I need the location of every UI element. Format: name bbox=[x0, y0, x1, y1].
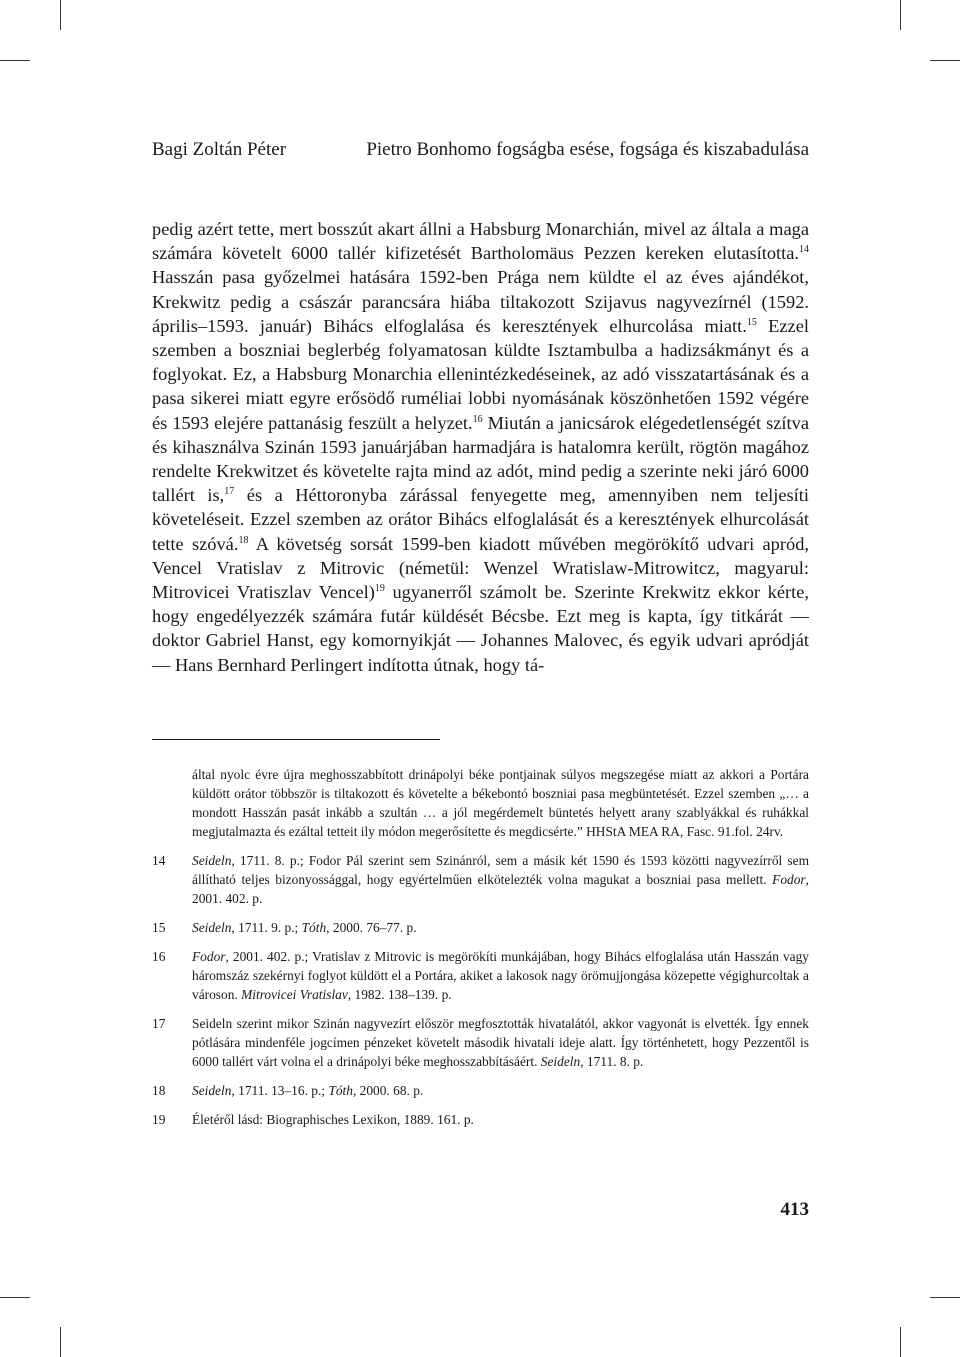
footnote-17 bbox=[152, 1014, 809, 1071]
footnote-text-segment: , 2000. 76–77. p. bbox=[326, 920, 417, 935]
header-author: Bagi Zoltán Péter bbox=[152, 139, 287, 160]
footnote-number: 14 bbox=[152, 853, 166, 868]
footnotes bbox=[152, 765, 809, 1139]
footnote-text: Életéről lásd: Biographisches Lexikon, 1889. 161. p. bbox=[192, 1112, 474, 1127]
footnote-text-segment: , 1711. 8. p.; Fodor Pál szerint sem Szinánról, sem a másik két 1590 és 1593 közötti nagyvezírről sem állítható teljes bizonyossággal, hogy egyértelműen elkötelezték volna magukat a boszniai pasa mellett. bbox=[192, 853, 809, 887]
footnote-separator bbox=[152, 739, 440, 740]
crop-mark bbox=[930, 1297, 960, 1298]
footnote-text-segment: , 2001. 402. p.; Vratislav z Mitrovic is megörökíti munkájában, hogy Bihács elfoglalása után Hasszán vagy háromszáz szekérnyi foglyot küldött el a Portára, akiket a lakosok nagy örömujjongása közepette végighurcoltak a városon. bbox=[192, 949, 809, 1002]
crop-mark bbox=[0, 1297, 30, 1298]
footnote-text-segment: , 1982. 138–139. p. bbox=[347, 987, 452, 1002]
footnote-text bbox=[192, 851, 809, 908]
body-paragraph bbox=[152, 217, 809, 677]
footnote-continuation bbox=[152, 765, 809, 841]
footnote-18 bbox=[152, 1081, 809, 1100]
citation-author: Tóth bbox=[328, 1083, 353, 1098]
body-text-segment: pedig azért tette, mert bosszút akart állni a Habsburg Monarchián, mivel az általa a maga számára követelt 6000 tallér kifizetését Bartholomäus Pezzen kereken elutasította. bbox=[152, 219, 809, 264]
footnote-text-segment: Seideln szerint mikor Szinán nagyvezírt először megfosztották hivatalától, akkor vagyonát is elvették. Így ennek pótlására mindenféle jogcímen pénzeket követelt második hivatali ideje alatt. Így történhetett, hogy Pezzentől is 6000 tallért várt volna el a drinápolyi béke meghosszabbításáért. bbox=[192, 1016, 809, 1069]
citation-author: Seideln bbox=[540, 1054, 581, 1069]
citation-author: Fodor bbox=[192, 949, 226, 964]
crop-mark bbox=[930, 60, 960, 61]
body-text-segment: és a Héttoronyba zárással fenyegette meg, amennyiben nem teljesíti követeléseit. Ezzel szemben az orátor Bihács elfoglalását és a keresztények elhurcolását tette szóvá. bbox=[152, 485, 809, 554]
footnote-number: 18 bbox=[152, 1083, 166, 1098]
footnote-ref[interactable]: 15 bbox=[746, 316, 757, 328]
footnote-19 bbox=[152, 1110, 809, 1129]
citation-author: Tóth bbox=[301, 920, 327, 935]
footnote-number: 16 bbox=[152, 949, 166, 964]
footnote-number: 17 bbox=[152, 1016, 166, 1031]
footnote-ref[interactable]: 17 bbox=[224, 486, 235, 498]
footnote-text-segment: , 2000. 68. p. bbox=[352, 1083, 424, 1098]
footnote-text bbox=[192, 918, 809, 937]
footnote-text-segment: , 1711. 8. p. bbox=[580, 1054, 644, 1069]
footnote-number: 19 bbox=[152, 1112, 166, 1127]
header-title: Pietro Bonhomo fogságba esése, fogsága és kiszabadulása bbox=[366, 139, 809, 160]
citation-author: Seideln bbox=[192, 853, 232, 868]
crop-mark bbox=[900, 0, 901, 30]
footnote-14 bbox=[152, 851, 809, 908]
footnote-ref[interactable]: 16 bbox=[472, 413, 483, 425]
page-number: 413 bbox=[780, 1199, 809, 1220]
citation-author: Seideln bbox=[192, 920, 232, 935]
footnote-ref[interactable]: 14 bbox=[799, 244, 809, 256]
footnote-16 bbox=[152, 947, 809, 1004]
footnote-text bbox=[192, 1014, 809, 1071]
footnote-text bbox=[192, 1081, 809, 1100]
body-text-segment: Hasszán pasa győzelmei hatására 1592-ben Prága nem küldte el az éves ajándékot, Krekwitz pedig a császár parancsára hiába tiltakozott Szijavus nagyvezírnél (1592. április–1593. január) Bihács elfoglalása és keresztények elhurcolása miatt. bbox=[152, 267, 809, 336]
footnote-text bbox=[192, 947, 809, 1004]
body-text-segment: ugyanerről számolt be. Szerinte Krekwitz ekkor kérte, hogy engedélyezzék számára futár küldését Bécsbe. Ezt meg is kapta, így titkárát — doktor Gabriel Hanst, egy komornyikját — Johannes Malovec, és egyik udvari apródját — Hans Bernhard Perlingert indította útnak, hogy tá- bbox=[152, 582, 809, 675]
footnote-15 bbox=[152, 918, 809, 937]
body-text-segment: Ezzel szemben a boszniai beglerbég folyamatosan küldte Isztambulba a hadizsákmányt és a foglyokat. Ez, a Habsburg Monarchia ellenintézkedéseinek, az adó visszatartásának és a pasa sikerei miatt egyre erősödő ruméliai lobbi nyomásának köszönhetően 1592 végére és 1593 elejére pattanásig feszült a helyzet. bbox=[152, 315, 809, 433]
citation-author: Fodor bbox=[772, 872, 806, 887]
crop-mark bbox=[900, 1327, 901, 1357]
footnote-ref[interactable]: 18 bbox=[238, 534, 249, 546]
footnote-text: által nyolc évre újra meghosszabbított drinápolyi béke pontjainak súlyos megszegése miatt az akkori a Portára küldött orátor többször is tiltakozott és követelte a békebontó boszniai pasa megbüntetését. Ezzel szemben „… a mondott Hasszán pasát inkább a szultán … a jól megérdemelt büntetés helyett arany szablyákkal és ruhákkal megjutalmazta és ezáltal tetteit ily módon megerősítette és megdicsérte.” HHStA MEA RA, Fasc. 91.fol. 24rv. bbox=[192, 767, 809, 839]
crop-mark bbox=[60, 1327, 61, 1357]
footnote-ref[interactable]: 19 bbox=[374, 583, 385, 595]
footnote-number: 15 bbox=[152, 920, 166, 935]
footnote-text-segment: , 2001. 402. p. bbox=[192, 872, 809, 906]
body-text-segment: A követség sorsát 1599-ben kiadott művében megörökítő udvari apród, Vencel Vratislav z Mitrovic (németül: Wenzel Wratislaw-Mitrowitcz, magyarul: Mitrovicei Vratiszlav Vencel) bbox=[152, 533, 809, 603]
crop-mark bbox=[0, 60, 30, 61]
citation-author: Mitrovicei Vratislav bbox=[241, 987, 348, 1002]
crop-mark bbox=[60, 0, 61, 30]
running-header bbox=[152, 138, 809, 162]
footnote-text-segment: , 1711. 13–16. p.; bbox=[231, 1083, 329, 1098]
body-text-segment: Miután a janicsárok elégedetlenségét szítva és kihasználva Szinán 1593 januárjában harmadjára is hatalomra került, rögtön magához rendelte Krekwitzet és követelte rajta mind az adót, mind pedig a szerinte neki járó 6000 tallért is, bbox=[152, 412, 809, 506]
citation-author: Seideln bbox=[192, 1083, 232, 1098]
footnote-text-segment: , 1711. 9. p.; bbox=[231, 920, 302, 935]
